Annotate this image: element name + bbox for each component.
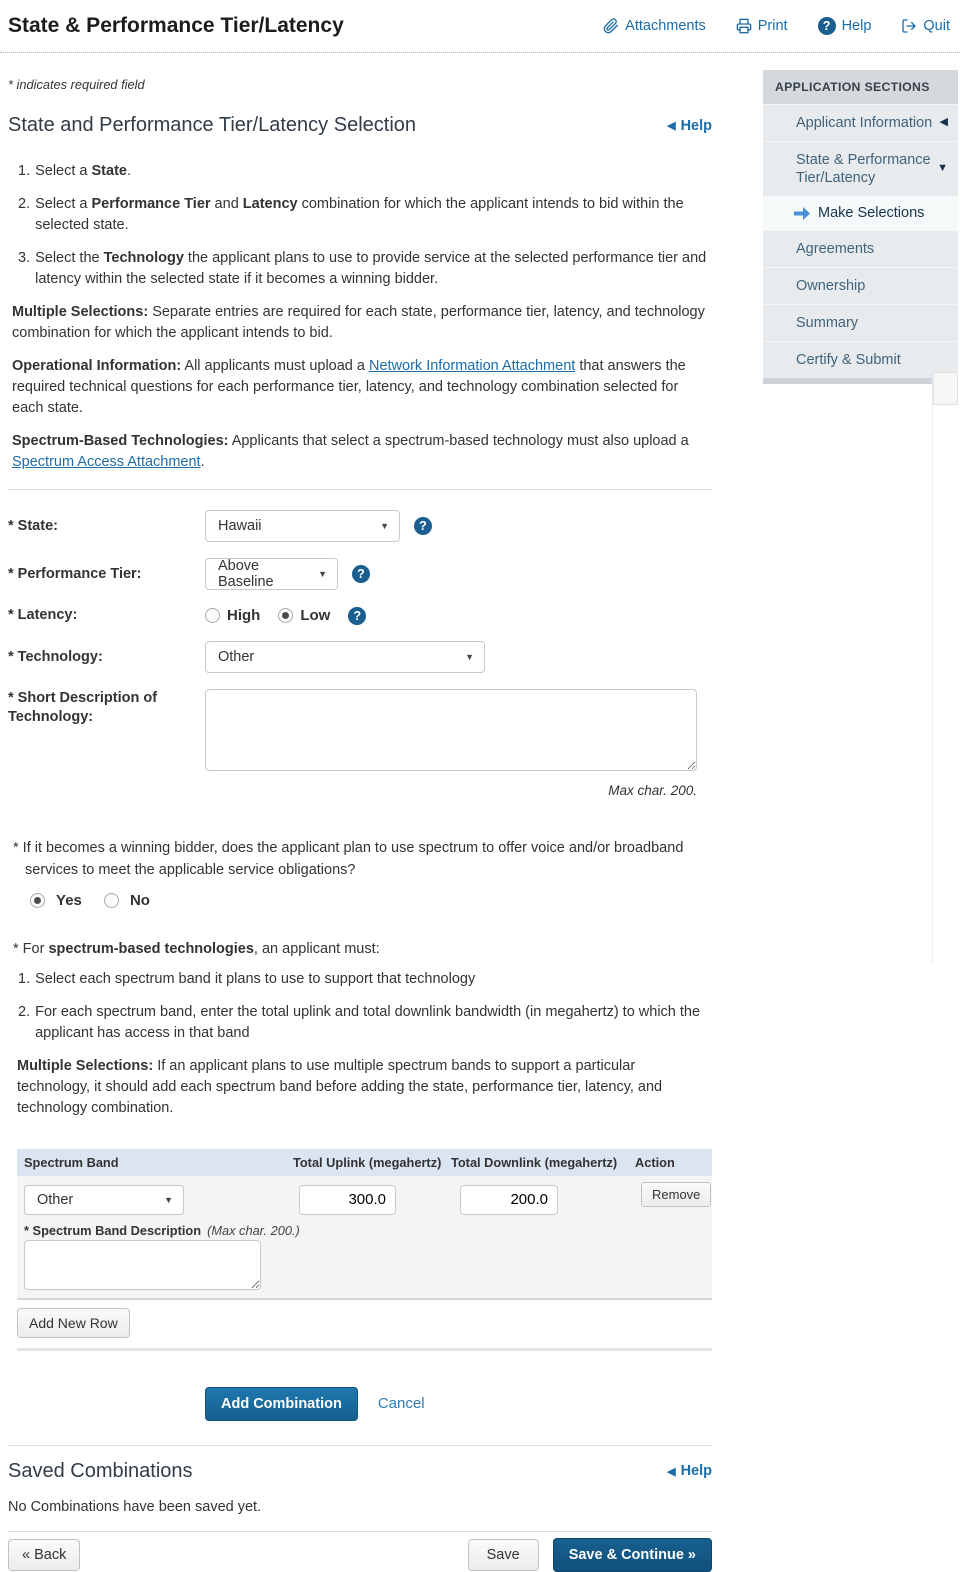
print-button[interactable] — [736, 18, 788, 34]
step-2: 2. Select a Performance Tier and Latency combination for which the applicant intends to bid within the selected state. — [18, 196, 684, 234]
spectrum-no-label[interactable]: No — [129, 891, 150, 909]
technology-row — [8, 641, 712, 673]
sidebar-item-certify-submit[interactable]: Certify & Submit — [763, 341, 958, 378]
spectrum-table-header — [17, 1149, 712, 1176]
divider — [8, 1531, 712, 1532]
performance-tier-help-icon[interactable]: ? — [352, 565, 370, 583]
chevron-down-icon: ▼ — [318, 569, 327, 580]
help-button[interactable] — [818, 17, 872, 35]
state-help-icon[interactable]: ? — [414, 517, 432, 535]
sidebar-bottom-bar — [763, 378, 958, 384]
latency-high-radio[interactable] — [205, 608, 220, 623]
combination-actions — [8, 1387, 712, 1421]
sidebar-item-ownership[interactable]: Ownership — [763, 267, 958, 304]
latency-low-label[interactable]: Low — [300, 607, 331, 625]
saved-combinations-title: Saved Combinations — [8, 1459, 193, 1482]
chevron-down-icon: ▼ — [380, 521, 389, 532]
spectrum-access-attachment-link[interactable]: Spectrum Access Attachment — [12, 454, 201, 471]
attachments-button[interactable] — [603, 18, 706, 34]
scrollbar-thumb[interactable] — [933, 372, 958, 405]
spectrum-use-options — [8, 892, 712, 909]
short-description-row — [8, 689, 712, 798]
spectrum-no-radio[interactable] — [104, 893, 119, 908]
operational-information-note: Operational Information: All applicants must upload a Network Information Attachment that answers the required technical questions for each performance tier, latency, and technology combination selected for each state. — [12, 358, 686, 417]
sidebar-title: APPLICATION SECTIONS — [763, 70, 958, 104]
spectrum-yes-radio[interactable] — [30, 893, 45, 908]
divider — [17, 1348, 712, 1351]
triangle-left-icon: ◀ — [667, 1465, 676, 1478]
chevron-down-icon: ▼ — [465, 652, 474, 663]
step-3: 3. Select the Technology the applicant plans to use to provide service at the selected performance tier and latency within the selected state if it becomes a winning bidder. — [18, 250, 707, 288]
latency-help-icon[interactable]: ? — [348, 607, 366, 625]
short-description-textarea[interactable] — [205, 689, 697, 771]
help-label: Help — [841, 18, 872, 34]
performance-tier-select[interactable]: Above Baseline ▼ — [205, 558, 338, 590]
print-label: Print — [757, 18, 788, 34]
cancel-link[interactable]: Cancel — [377, 1395, 425, 1413]
spectrum-table-row — [17, 1176, 712, 1298]
total-uplink-input[interactable] — [299, 1185, 396, 1215]
saved-combinations-header — [8, 1460, 712, 1483]
state-row — [8, 510, 712, 542]
section-header — [8, 114, 712, 137]
scrollbar-track[interactable] — [932, 372, 958, 965]
performance-tier-label: * Performance Tier: — [8, 565, 142, 582]
sidebar-item-agreements[interactable]: Agreements — [763, 230, 958, 267]
quit-label: Quit — [923, 18, 950, 34]
instruction-steps — [8, 161, 712, 290]
technology-label: * Technology: — [8, 648, 103, 665]
divider — [8, 489, 712, 490]
save-button[interactable]: Save — [468, 1539, 539, 1571]
application-sections-panel — [763, 70, 958, 384]
latency-high-label[interactable]: High — [227, 607, 261, 625]
section-help-link[interactable]: ◀ Help — [667, 117, 712, 134]
triangle-left-icon: ◀ — [939, 116, 948, 129]
network-information-attachment-link[interactable]: Network Information Attachment — [368, 358, 576, 375]
combination-form — [8, 510, 712, 798]
latency-row — [8, 606, 712, 625]
help-circle-icon: ? — [818, 17, 836, 35]
technology-select[interactable]: Other ▼ — [205, 641, 485, 673]
state-select[interactable]: Hawaii ▼ — [205, 510, 400, 542]
spectrum-multiple-selections-note: Multiple Selections: If an applicant plans to use multiple spectrum bands to support a particular technology, it should add each spectrum band before adding the state, performance tier, latency, and technology combination. — [17, 1057, 663, 1116]
section-title: State and Performance Tier/Latency Selection — [8, 114, 417, 136]
total-downlink-input[interactable] — [460, 1185, 558, 1215]
no-combinations-message: No Combinations have been saved yet. — [8, 1498, 262, 1515]
add-combination-button[interactable]: Add Combination — [205, 1387, 358, 1421]
spectrum-yes-label[interactable]: Yes — [56, 891, 82, 909]
divider — [8, 1445, 712, 1446]
triangle-left-icon: ◀ — [667, 120, 676, 132]
page-header — [0, 0, 960, 53]
required-field-note: * indicates required field — [8, 77, 145, 92]
max-char-note: Max char. 200. — [608, 783, 697, 799]
spectrum-based-steps — [8, 969, 712, 1044]
back-button[interactable]: « Back — [8, 1539, 80, 1571]
spectrum-band-select[interactable]: Other ▼ — [24, 1185, 184, 1215]
col-total-uplink: Total Uplink (megahertz) — [293, 1154, 442, 1170]
arrow-right-icon — [794, 207, 810, 220]
triangle-down-icon: ▼ — [937, 162, 948, 175]
chevron-down-icon: ▼ — [164, 1194, 173, 1205]
spectrum-band-description-textarea[interactable] — [24, 1240, 261, 1290]
state-label: * State: — [8, 517, 58, 534]
col-spectrum-band: Spectrum Band — [24, 1154, 119, 1170]
add-new-row-button[interactable]: Add New Row — [17, 1308, 130, 1338]
spectrum-based-intro: * For spectrum-based technologies, an applicant must: — [13, 940, 380, 957]
short-description-label: * Short Description of Technology: — [8, 690, 158, 725]
page-title: State & Performance Tier/Latency — [8, 14, 344, 37]
latency-label: * Latency: — [8, 607, 78, 624]
toolbar — [603, 17, 950, 35]
step-1: 1. Select a State. — [18, 163, 132, 179]
spectrum-band-description-label: * Spectrum Band Description (Max char. 200.) — [24, 1222, 300, 1238]
main-content — [0, 77, 712, 1572]
latency-low-radio[interactable] — [278, 608, 293, 623]
col-action: Action — [635, 1154, 675, 1170]
remove-row-button[interactable]: Remove — [641, 1182, 711, 1207]
saved-combinations-help-link[interactable]: ◀ Help — [667, 1463, 712, 1480]
sidebar-item-make-selections[interactable]: Make Selections — [763, 196, 958, 229]
description-max-char-note: (Max char. 200.) — [207, 1222, 300, 1238]
spectrum-band-table — [17, 1149, 712, 1300]
logout-icon — [901, 18, 917, 34]
spectrum-step-1: 1. Select each spectrum band it plans to use to support that technology — [18, 970, 476, 987]
spectrum-step-2: 2. For each spectrum band, enter the total uplink and total downlink bandwidth (in megahertz) to which the applicant has access in that band — [18, 1003, 701, 1041]
sidebar-item-state-performance[interactable]: State & Performance Tier/Latency ▼ — [763, 141, 958, 196]
quit-button[interactable] — [901, 18, 950, 34]
paperclip-icon — [603, 18, 619, 34]
spectrum-use-question: * If it becomes a winning bidder, does the applicant plan to use spectrum to offer voice and/or broadband services to meet the applicable service obligations? — [13, 840, 684, 878]
save-continue-button[interactable]: Save & Continue » — [553, 1538, 712, 1572]
spectrum-technologies-note: Spectrum-Based Technologies: Applicants that select a spectrum-based technology must also upload a Spectrum Access Attachment. — [12, 433, 689, 471]
multiple-selections-note: Multiple Selections: Separate entries are required for each state, performance tier, latency, and technology combination for which the applicant intends to bid. — [12, 304, 705, 342]
performance-tier-row — [8, 558, 712, 590]
sidebar-item-summary[interactable]: Summary — [763, 304, 958, 341]
footer-actions — [8, 1538, 712, 1572]
col-total-downlink: Total Downlink (megahertz) — [451, 1154, 618, 1170]
attachments-label: Attachments — [625, 18, 706, 34]
printer-icon — [736, 18, 752, 34]
sidebar-item-applicant-information[interactable]: Applicant Information ◀ — [763, 104, 958, 141]
